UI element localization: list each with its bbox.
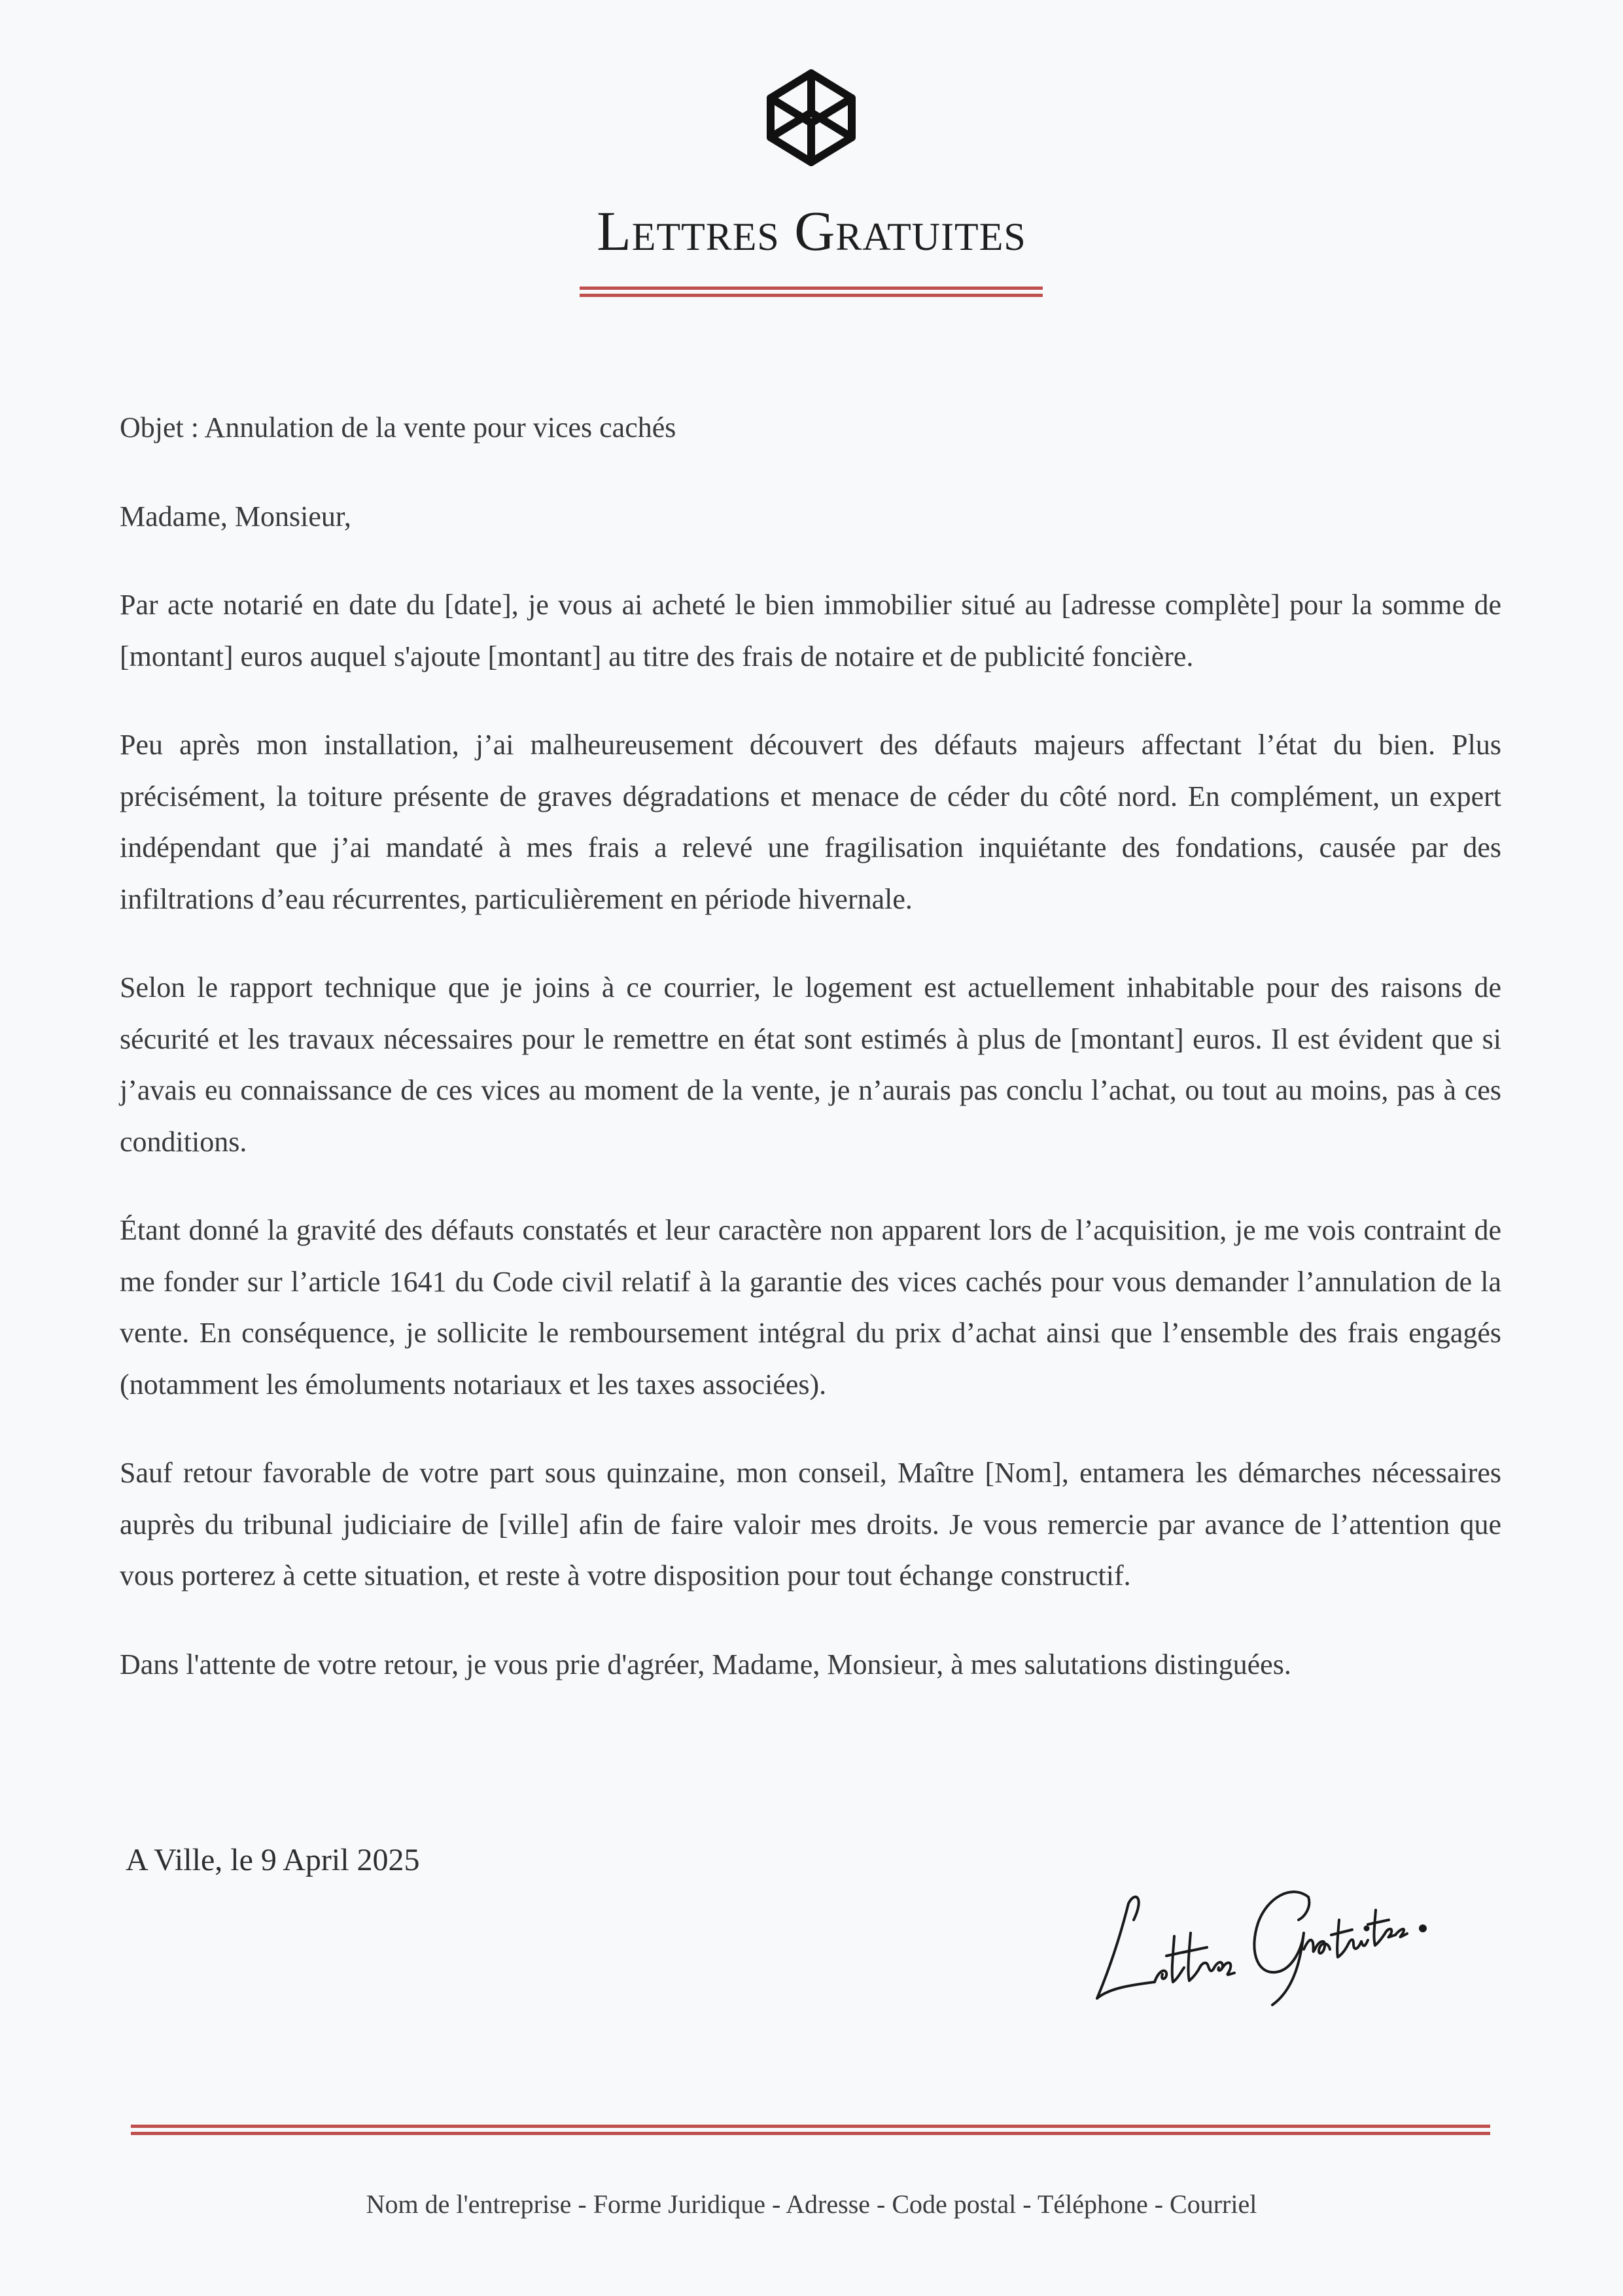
header-rule-bottom — [580, 294, 1043, 297]
letter-salutation: Madame, Monsieur, — [120, 500, 351, 532]
letter-paragraph: Selon le rapport technique que je joins à ce courrier, le logement est actuellement inhabitable pour des raisons de sécurité et les travaux nécessaires pour le remettre en état sont estimés à plus de [montant] euros. Il est évident que si j’avais eu connaissance de ces vices au moment de la vente, je n’aurais pas conclu l’achat, ou tout au moins, pas à ces conditions. — [120, 971, 1501, 1158]
letter-paragraph: Par acte notarié en date du [date], je vous ai acheté le bien immobilier situé au [adresse complète] pour la somme de [montant] euros auquel s'ajoute [montant] au titre des frais de notaire et de publicité foncière. — [120, 589, 1501, 672]
codepen-cube-icon — [759, 65, 864, 170]
footer-rule-bottom — [131, 2132, 1490, 2135]
handwritten-signature — [1083, 1858, 1449, 2015]
letter-subject: Objet : Annulation de la vente pour vices cachés — [120, 411, 676, 444]
place-date: A Ville, le 9 April 2025 — [126, 1843, 420, 1877]
footer-rule-top — [131, 2125, 1490, 2128]
brand-title: Lettres Gratuites — [597, 200, 1026, 262]
footer-company-info: Nom de l'entreprise - Forme Juridique - Adresse - Code postal - Téléphone - Courriel — [366, 2189, 1257, 2219]
letter-paragraph: Étant donné la gravité des défauts constatés et leur caractère non apparent lors de l’acquisition, je me vois contraint de me fonder sur l’article 1641 du Code civil relatif à la garantie des vices cachés pour vous demander l’annulation de la vente. En conséquence, je sollicite le remboursement intégral du prix d’achat ainsi que l’ensemble des frais engagés (notamment les émoluments notariaux et les taxes associées). — [120, 1214, 1501, 1400]
letter-body — [120, 402, 1501, 1728]
letter-paragraph: Peu après mon installation, j’ai malheureusement découvert des défauts majeurs affectant l’état du bien. Plus précisément, la toiture présente de graves dégradations et menace de céder du côté nord. En complément, un expert indépendant que j’ai mandaté à mes frais a relevé une fragilisation inquiétante des fondations, causée par des infiltrations d’eau récurrentes, particulièrement en période hivernale. — [120, 729, 1501, 915]
letter-closing: Dans l'attente de votre retour, je vous prie d'agréer, Madame, Monsieur, à mes salutations distinguées. — [120, 1648, 1291, 1680]
header-rule-top — [580, 287, 1043, 290]
letter-paragraph: Sauf retour favorable de votre part sous quinzaine, mon conseil, Maître [Nom], entamera les démarches nécessaires auprès du tribunal judiciaire de [ville] afin de faire valoir mes droits. Je vous remercie par avance de l’attention que vous porterez à cette situation, et reste à votre disposition pour tout échange constructif. — [120, 1457, 1501, 1592]
